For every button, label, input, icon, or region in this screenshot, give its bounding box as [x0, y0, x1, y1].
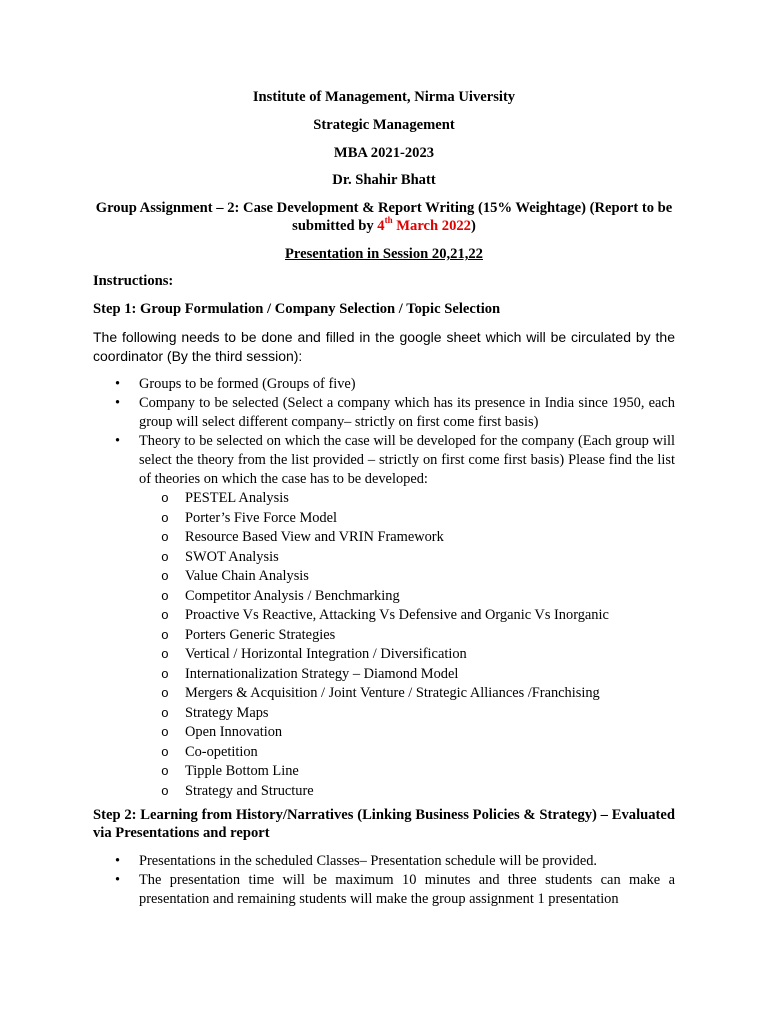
theory-item-text: Strategy and Structure [185, 782, 314, 799]
theory-item [139, 743, 675, 763]
sub-bullet-icon: o [161, 725, 169, 740]
theory-item-text: Co-opetition [185, 743, 258, 760]
theory-item-text: Vertical / Horizontal Integration / Diversification [185, 646, 467, 662]
sub-bullet-icon: o [161, 686, 169, 701]
bullet-icon: • [115, 395, 121, 411]
step1-title: Step 1: Group Formulation / Company Selection / Topic Selection [93, 301, 501, 317]
theory-item-text: Porter’s Five Force Model [185, 509, 338, 526]
sub-bullet-icon: o [161, 530, 169, 545]
theory-item-text: Mergers & Acquisition / Joint Venture / Strategic Alliances /Franchising [185, 685, 600, 701]
sub-bullet-icon: o [161, 569, 169, 584]
theory-item [139, 684, 675, 704]
theory-item [139, 567, 675, 587]
sub-bullet-icon: o [161, 783, 169, 799]
theory-item [139, 723, 675, 743]
theory-item-text: Proactive Vs Reactive, Attacking Vs Defensive and Organic Vs Inorganic [185, 607, 609, 623]
sub-bullet-icon: o [161, 491, 169, 506]
theory-item [139, 489, 675, 509]
list-item [93, 871, 675, 909]
step1-bullet-list [93, 375, 675, 801]
list-item [93, 852, 675, 871]
theory-item [139, 626, 675, 646]
due-date [377, 215, 471, 234]
presentation-heading: Presentation in Session 20,21,22 [285, 246, 483, 262]
sub-bullet-icon: o [161, 608, 169, 623]
sub-bullet-icon: o [161, 666, 169, 682]
bullet-icon: • [115, 872, 121, 888]
due-day-suffix: th [384, 215, 393, 226]
theory-item-text: Tipple Bottom Line [185, 763, 299, 779]
sub-bullet-icon: o [161, 510, 169, 526]
due-month-year: March 2022 [392, 218, 471, 234]
bullet-icon: • [115, 853, 121, 869]
institute-heading: Institute of Management, Nirma Uiversity [252, 89, 516, 105]
assignment-title-text: Group Assignment – 2: Case Development & Report Writing (15% Weightage) (Report to be submitted by [95, 200, 673, 234]
bullet-icon: • [115, 433, 121, 449]
theory-item-text: PESTEL Analysis [185, 490, 289, 506]
faculty-heading: Dr. Shahir Bhatt [332, 172, 436, 188]
bullet-icon: • [115, 376, 121, 392]
list-item [93, 375, 675, 394]
theory-item [139, 606, 675, 626]
list-item-text: Presentations in the scheduled Classes– Presentation schedule will be provided. [139, 853, 598, 869]
list-item-text: Theory to be selected on which the case will be developed for the company (Each group will select the theory from the list provided – strictly on first come first basis) Please find the list of theories on which the case has to be developed: [139, 433, 675, 487]
sub-bullet-icon: o [161, 627, 169, 643]
theory-item [139, 587, 675, 607]
theory-item [139, 645, 675, 665]
theory-item-text: Strategy Maps [185, 704, 269, 721]
sub-bullet-icon: o [161, 705, 169, 721]
theory-item-text: Resource Based View and VRIN Framework [185, 529, 444, 545]
list-item-text: The presentation time will be maximum 10 minutes and three students can make a presentation and remaining students will make the group assignment 1 presentation [139, 872, 675, 907]
theory-item [139, 509, 675, 529]
step1-intro: The following needs to be done and filled in the google sheet which will be circulated by the coordinator (By the third session): [93, 329, 675, 364]
course-heading: Strategic Management [313, 117, 455, 133]
list-item-text: Groups to be formed (Groups of five) [139, 376, 356, 392]
sub-bullet-icon: o [161, 549, 169, 565]
list-item [93, 432, 675, 801]
instructions-label: Instructions: [93, 273, 174, 289]
theory-item-text: Porters Generic Strategies [185, 626, 336, 643]
assignment-heading [93, 199, 675, 235]
theory-item-text: Open Innovation [185, 724, 283, 740]
sub-bullet-icon: o [161, 744, 169, 760]
theory-item-text: Value Chain Analysis [185, 568, 309, 584]
step2-bullet-list [93, 852, 675, 909]
list-item-text: Company to be selected (Select a company which has its presence in India since 1950, each group will select different company– strictly on first come first basis) [139, 395, 675, 430]
theory-item-text: SWOT Analysis [185, 548, 279, 565]
theory-list [139, 489, 675, 801]
theory-item-text: Competitor Analysis / Benchmarking [185, 587, 400, 604]
sub-bullet-icon: o [161, 647, 169, 662]
step2-title: Step 2: Learning from History/Narratives (Linking Business Policies & Strategy) – Evaluated via Presentations and report [93, 807, 675, 841]
list-item [93, 394, 675, 432]
theory-item [139, 665, 675, 685]
theory-item [139, 782, 675, 802]
program-heading: MBA 2021-2023 [333, 145, 435, 161]
theory-item [139, 528, 675, 548]
theory-item [139, 704, 675, 724]
sub-bullet-icon: o [161, 764, 169, 779]
assignment-title-end: ) [470, 218, 476, 234]
theory-item-text: Internationalization Strategy – Diamond Model [185, 665, 459, 682]
theory-item [139, 762, 675, 782]
sub-bullet-icon: o [161, 588, 169, 604]
due-day: 4 [377, 218, 385, 234]
theory-item [139, 548, 675, 568]
